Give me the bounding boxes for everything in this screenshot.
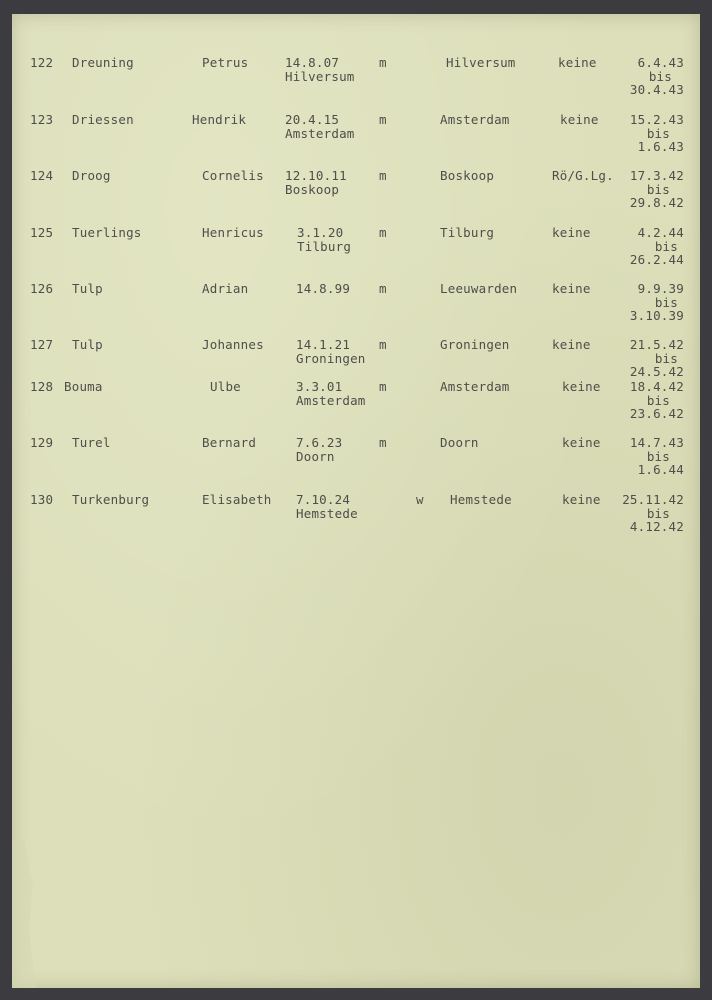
note: keine — [552, 225, 591, 240]
bis-label: bis — [646, 505, 670, 521]
residence: Amsterdam — [440, 379, 510, 394]
record-number: 127 — [30, 337, 54, 352]
record-number: 129 — [30, 435, 54, 450]
date-from: 9.9.39 — [637, 281, 684, 296]
given-name: Bernard — [202, 435, 257, 450]
note: keine — [552, 281, 591, 296]
birth-info — [285, 169, 347, 196]
birth-place: Hemstede — [296, 505, 358, 521]
document-page — [12, 14, 700, 988]
note: keine — [552, 337, 591, 352]
birth-info — [285, 56, 355, 83]
record-row — [12, 226, 700, 282]
date-to: 3.10.39 — [629, 308, 684, 323]
given-name: Adrian — [202, 281, 249, 296]
record-number: 122 — [30, 55, 54, 70]
birth-info — [296, 493, 358, 520]
record-row — [12, 56, 700, 112]
sex: m — [379, 337, 387, 352]
residence: Hemstede — [450, 492, 512, 507]
bis-label: bis — [646, 125, 670, 141]
birth-place: Hilversum — [285, 68, 355, 84]
date-range — [602, 380, 684, 421]
note: keine — [562, 492, 601, 507]
surname: Droog — [72, 168, 111, 183]
record-row — [12, 380, 700, 436]
date-range — [602, 113, 684, 154]
date-from: 17.3.42 — [629, 168, 684, 183]
residence: Hilversum — [446, 55, 516, 70]
date-from: 15.2.43 — [629, 112, 684, 127]
date-from: 4.2.44 — [637, 225, 684, 240]
birth-place: Doorn — [296, 448, 335, 464]
sex: m — [379, 55, 387, 70]
note: keine — [558, 55, 597, 70]
birth-date: 7.6.23 — [296, 435, 343, 450]
record-number: 128 — [30, 379, 54, 394]
birth-date: 3.1.20 — [297, 225, 344, 240]
birth-date: 20.4.15 — [285, 112, 340, 127]
date-to: 29.8.42 — [629, 195, 684, 210]
surname: Dreuning — [72, 55, 134, 70]
record-row — [12, 282, 700, 338]
birth-place: Amsterdam — [296, 392, 366, 408]
surname: Bouma — [64, 379, 103, 394]
surname: Driessen — [72, 112, 134, 127]
note: keine — [560, 112, 599, 127]
date-to: 26.2.44 — [629, 252, 684, 267]
birth-info — [297, 226, 351, 253]
date-range — [602, 169, 684, 210]
bis-label: bis — [654, 294, 678, 310]
note: Rö/G.Lg. — [552, 168, 614, 183]
sex: w — [416, 492, 424, 507]
birth-info — [285, 113, 355, 140]
record-row — [12, 113, 700, 169]
given-name: Hendrik — [192, 112, 247, 127]
birth-place: Groningen — [296, 350, 366, 366]
sex: m — [379, 281, 387, 296]
record-number: 130 — [30, 492, 54, 507]
date-range — [602, 436, 684, 477]
surname: Turkenburg — [72, 492, 150, 507]
birth-date: 7.10.24 — [296, 492, 351, 507]
residence: Leeuwarden — [440, 281, 518, 296]
given-name: Elisabeth — [202, 492, 272, 507]
date-from: 21.5.42 — [629, 337, 684, 352]
birth-info — [296, 282, 350, 296]
bis-label: bis — [646, 392, 670, 408]
date-range — [602, 338, 684, 379]
birth-date: 14.8.07 — [285, 55, 340, 70]
given-name: Henricus — [202, 225, 264, 240]
date-from: 18.4.42 — [629, 379, 684, 394]
birth-date: 14.8.99 — [296, 281, 351, 296]
surname: Tulp — [72, 337, 103, 352]
bis-label: bis — [646, 181, 670, 197]
surname: Tulp — [72, 281, 103, 296]
residence: Doorn — [440, 435, 479, 450]
bis-label: bis — [654, 350, 678, 366]
sex: m — [379, 379, 387, 394]
residence: Boskoop — [440, 168, 495, 183]
date-range — [602, 493, 684, 534]
date-to: 30.4.43 — [629, 82, 684, 97]
given-name: Petrus — [202, 55, 249, 70]
birth-date: 3.3.01 — [296, 379, 343, 394]
record-number: 125 — [30, 225, 54, 240]
birth-info — [296, 436, 342, 463]
date-to: 1.6.43 — [637, 139, 684, 154]
record-number: 124 — [30, 168, 54, 183]
date-to: 23.6.42 — [629, 406, 684, 421]
date-range — [602, 226, 684, 267]
given-name: Cornelis — [202, 168, 264, 183]
record-row — [12, 436, 700, 492]
date-range — [602, 282, 684, 323]
given-name: Ulbe — [210, 379, 241, 394]
date-from: 6.4.43 — [637, 55, 684, 70]
residence: Amsterdam — [440, 112, 510, 127]
bis-label: bis — [648, 68, 672, 84]
birth-info — [296, 380, 366, 407]
sex: m — [379, 168, 387, 183]
surname: Turel — [72, 435, 111, 450]
bis-label: bis — [646, 448, 670, 464]
date-to: 24.5.42 — [629, 364, 684, 379]
residence: Tilburg — [440, 225, 495, 240]
sex: m — [379, 225, 387, 240]
note: keine — [562, 435, 601, 450]
record-number: 123 — [30, 112, 54, 127]
date-to: 1.6.44 — [637, 462, 684, 477]
birth-place: Amsterdam — [285, 125, 355, 141]
birth-date: 12.10.11 — [285, 168, 347, 183]
record-number: 126 — [30, 281, 54, 296]
birth-place: Boskoop — [285, 181, 340, 197]
sex: m — [379, 112, 387, 127]
surname: Tuerlings — [72, 225, 142, 240]
record-row — [12, 169, 700, 225]
date-from: 25.11.42 — [622, 492, 684, 507]
sex: m — [379, 435, 387, 450]
bis-label: bis — [654, 238, 678, 254]
date-range — [602, 56, 684, 97]
note: keine — [562, 379, 601, 394]
record-row — [12, 493, 700, 549]
given-name: Johannes — [202, 337, 264, 352]
birth-date: 14.1.21 — [296, 337, 351, 352]
birth-info — [296, 338, 366, 365]
date-to: 4.12.42 — [629, 519, 684, 534]
birth-place: Tilburg — [297, 238, 352, 254]
date-from: 14.7.43 — [629, 435, 684, 450]
residence: Groningen — [440, 337, 510, 352]
